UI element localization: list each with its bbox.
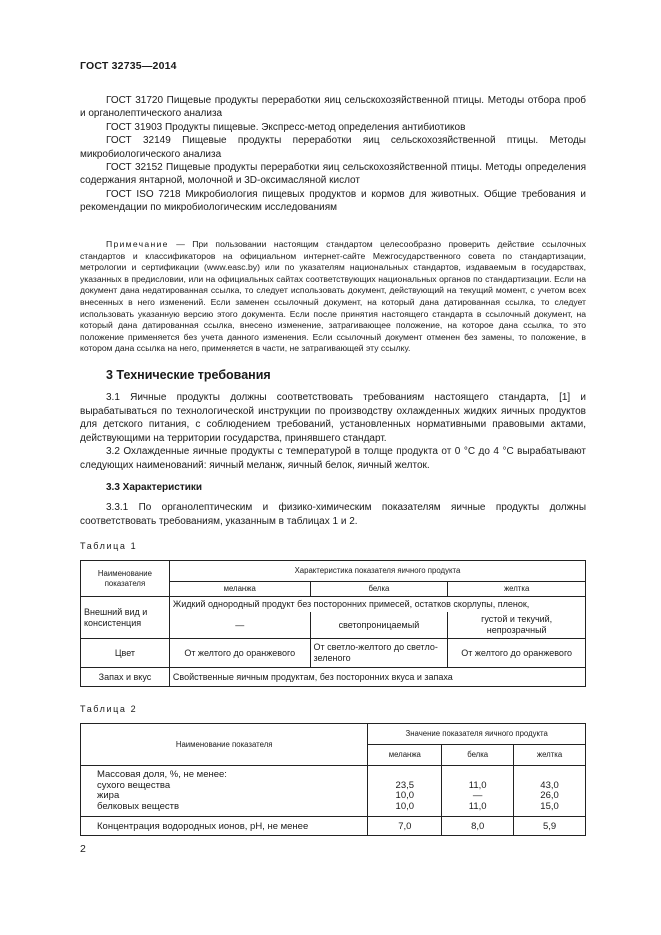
table-cell: От светло-желтого до светло-зеленого — [310, 639, 448, 668]
column-header: желтка — [448, 582, 586, 597]
table-cell: 8,0 — [442, 817, 514, 836]
column-header: Наименование показателя — [81, 724, 368, 766]
table-cell: Свойственные яичным продуктам, без посторонних вкуса и запаха — [169, 668, 585, 687]
row-sublabel: жира — [97, 790, 120, 801]
row-label: Внешний вид и консистенция — [81, 597, 170, 639]
table-row — [81, 668, 586, 687]
reference-item: ГОСТ 31720 Пищевые продукты переработки яиц сельскохозяйственной птицы. Методы отбора проб и органолептического анализа — [80, 95, 586, 120]
table-row — [81, 766, 586, 817]
column-header: белка — [442, 745, 514, 766]
column-header: Наименование показателя — [81, 561, 170, 597]
subsection-heading: 3.3 Характеристики — [106, 482, 203, 493]
table-cell — [442, 766, 514, 817]
table-2 — [80, 723, 586, 836]
note-text: — При пользовании настоящим стандартом целесообразно проверить действие ссылочных стандартов и классификаторов на официальном интернет-сайте Межгосударственного совета по стандартизации, метрологии и сертификации (www.easc.by) или по указателям национальных стандартов, издаваемым в государствах, указанных в предисловии, или на официальных сайтах соответствующих национальных органов по стандартизации. Если на документ дана недатированная ссылка, то следует использовать документ, действующий на текущий момент, с учетом всех внесенных в него изменений. Если заменен ссылочный документ, на который дана датированная ссылка, то следует использовать указанную версию этого документа. Если после принятия настоящего стандарта в ссылочный документ, на который дана датированная ссылка, внесено изменение, затрагивающее положение, на которое дана ссылка, то это положение применяется без учета данного изменения. Если ссылочный документ отменен без замены, то положение, в котором дана ссылка на него, применяется в части, не затрагивающей эту ссылку. — [80, 239, 586, 354]
table-row — [81, 639, 586, 668]
table-cell: От желтого до оранжевого — [448, 639, 586, 668]
cell-value: 26,0 — [540, 790, 559, 801]
cell-value: 11,0 — [468, 800, 487, 812]
row-sublabel: белковых веществ — [97, 800, 180, 812]
table-cell — [514, 766, 586, 817]
table-row — [81, 597, 586, 613]
cell-value: — — [472, 790, 483, 801]
reference-item: ГОСТ 32149 Пищевые продукты переработки яиц сельскохозяйственной птицы. Методы микробиологического анализа — [80, 135, 586, 160]
normative-references-list — [80, 94, 586, 215]
row-sublabel: сухого вещества — [97, 779, 171, 791]
cell-value: 23,5 — [395, 779, 415, 791]
table-cell: Жидкий однородный продукт без посторонних примесей, остатков скорлупы, пленок, — [169, 597, 585, 613]
reference-item: ГОСТ 31903 Продукты пищевые. Экспресс-метод определения антибиотиков — [106, 121, 466, 133]
note-paragraph — [80, 239, 586, 355]
table-cell: 5,9 — [514, 817, 586, 836]
cell-value: 10,0 — [395, 800, 415, 812]
table-cell: светопроницаемый — [310, 612, 448, 639]
column-header: желтка — [514, 745, 586, 766]
cell-value: 10,0 — [395, 790, 415, 801]
note-label: Примечание — [106, 239, 169, 249]
section-body — [80, 391, 586, 473]
column-header: меланжа — [169, 582, 310, 597]
table2-caption: Таблица 2 — [80, 704, 138, 714]
table-cell: — — [169, 612, 310, 639]
paragraph-3-2: 3.2 Охлажденные яичные продукты с температурой в толще продукта от 0 °С до 4 °С вырабатывают следующих наименований: яичный меланж, яичный белок, яичный желток. — [80, 446, 586, 471]
table-cell — [368, 766, 442, 817]
column-header: меланжа — [368, 745, 442, 766]
table-cell: От желтого до оранжевого — [169, 639, 310, 668]
page-number: 2 — [80, 843, 86, 855]
table-cell: 7,0 — [368, 817, 442, 836]
document-code: ГОСТ 32735—2014 — [80, 60, 177, 72]
reference-item: ГОСТ ISO 7218 Микробиология пищевых продуктов и кормов для животных. Общие требования и рекомендации по микробиологическим исследованиям — [80, 188, 586, 214]
table-1 — [80, 560, 586, 687]
row-label — [81, 766, 368, 817]
cell-value: 43,0 — [540, 779, 559, 791]
row-label: Цвет — [81, 639, 170, 668]
group-header: Характеристика показателя яичного продукта — [169, 561, 585, 582]
mass-fraction-header: Массовая доля, %, не менее: — [97, 769, 227, 780]
paragraph-3-1: 3.1 Яичные продукты должны соответствовать требованиям настоящего стандарта, [1] и вырабатываться по технологической инструкции по производству охлажденных жидких яичных продуктов для детского питания, с соблюдением требований, установленных нормативными правовыми актами, действующими на территории государства, принявшего стандарт. — [80, 392, 586, 444]
note-block — [80, 239, 586, 355]
row-label: Запах и вкус — [81, 668, 170, 687]
cell-value: 15,0 — [540, 800, 559, 812]
reference-item: ГОСТ 32152 Пищевые продукты переработки яиц сельскохозяйственной птицы. Методы определения содержания янтарной, молочной и 3D-оксимасляной кислот — [80, 162, 586, 187]
row-label: Концентрация водородных ионов, pH, не менее — [81, 817, 368, 836]
subsection-body — [80, 501, 586, 528]
table-header-row — [81, 724, 586, 745]
paragraph-3-3-1: 3.3.1 По органолептическим и физико-химическим показателям яичные продукты должны соответствовать требованиям, указанным в таблицах 1 и 2. — [80, 502, 586, 527]
table1-caption: Таблица 1 — [80, 541, 138, 551]
column-header: белка — [310, 582, 448, 597]
table-cell: густой и текучий, непрозрачный — [448, 612, 586, 639]
section-heading: 3 Технические требования — [106, 368, 271, 382]
table-header-row — [81, 561, 586, 582]
cell-value: 11,0 — [468, 779, 487, 791]
table-row — [81, 817, 586, 836]
group-header: Значение показателя яичного продукта — [368, 724, 586, 745]
